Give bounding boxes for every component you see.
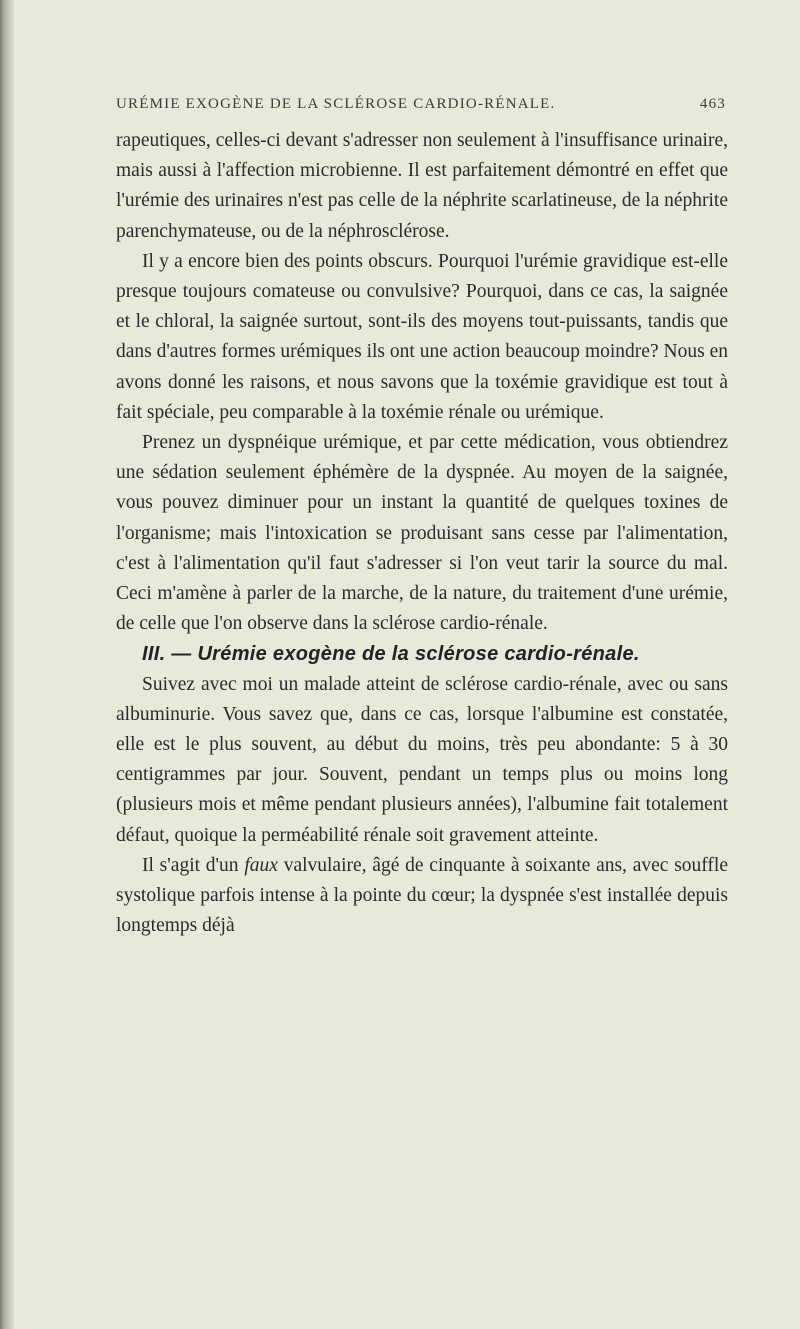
italic-term: faux xyxy=(244,854,278,876)
section-heading: III. — Urémie exogène de la sclérose cardio-rénale. xyxy=(142,643,640,666)
paragraph-2: Il y a encore bien des points obscurs. Pourquoi l'urémie gravidique est-elle presque toujours comateuse ou convulsive? Pourquoi, dans ce cas, la saignée et le chloral, la saignée surtout, sont-ils des moyens tout-puissants, tandis que dans d'autres formes urémiques ils ont une action beaucoup moindre? Nous en avons donné les raisons, et nous savons que la toxémie gravidique est tout à fait spéciale, peu comparable à la toxémie rénale ou urémique. xyxy=(116,250,728,423)
paragraph-4: Suivez avec moi un malade atteint de sclérose cardio-rénale, avec ou sans albuminurie. Vous savez que, dans ce cas, lorsque l'albumine est constatée, elle est le plus souvent, au début du moins, très peu abondante: 5 à 30 centigrammes par jour. Souvent, pendant un temps plus ou moins long (plusieurs mois et même pendant plusieurs années), l'albumine fait totalement défaut, quoique la perméabilité rénale soit gravement atteinte. xyxy=(116,673,728,846)
paragraph-5-end: valvulaire, âgé de cinquante à soixante ans, avec souffle systolique parfois intense à la pointe du cœur; la dyspnée s'est installée depuis longtemps déjà xyxy=(116,854,728,937)
binding-shadow xyxy=(0,0,14,1329)
page-number: 463 xyxy=(699,96,726,112)
running-head xyxy=(116,96,726,113)
body-text xyxy=(116,126,728,941)
running-title: URÉMIE EXOGÈNE DE LA SCLÉROSE CARDIO-RÉNALE. xyxy=(116,96,556,112)
book-page xyxy=(36,0,780,1329)
paragraph-3: Prenez un dyspnéique urémique, et par cette médication, vous obtiendrez une sédation seulement éphémère de la dyspnée. Au moyen de la saignée, vous pouvez diminuer pour un instant la quantité de quelques toxines de l'organisme; mais l'intoxication se produisant sans cesse par l'alimentation, c'est à l'alimentation qu'il faut s'adresser si l'on veut tarir la source du mal. Ceci m'amène à parler de la marche, de la nature, du traitement d'une urémie, de celle que l'on observe dans la sclérose cardio-rénale. xyxy=(116,432,728,635)
paragraph-5-start: Il s'agit d'un xyxy=(142,854,245,876)
paragraph-5 xyxy=(116,851,728,942)
paragraph-1: rapeutiques, celles-ci devant s'adresser non seulement à l'insuffisance urinaire, mais aussi à l'affection microbienne. Il est parfaitement démontré en effet que l'urémie des urinaires n'est pas celle de la néphrite scarlatineuse, de la néphrite parenchymateuse, ou de la néphrosclérose. xyxy=(116,130,728,242)
